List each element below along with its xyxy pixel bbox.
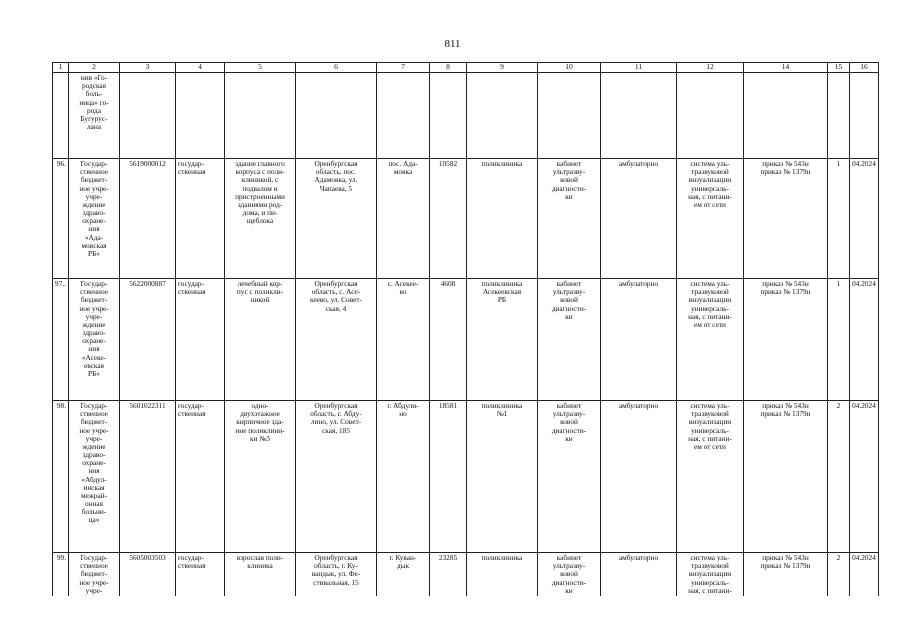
column-header: 14 — [744, 63, 828, 73]
row-number: 98. — [53, 401, 69, 553]
column-header: 1 — [53, 63, 69, 73]
room-name: кабинет ультразву- ковой диагности- ки — [538, 279, 601, 401]
column-header: 8 — [430, 63, 467, 73]
building-description: одно- двухэтажное кирпичное зда- ние поликлини- ки №3 — [225, 401, 296, 553]
population: 4608 — [430, 279, 467, 401]
room-name: кабинет ультразву- ковой диагности- ки — [538, 553, 601, 613]
column-header-row — [53, 63, 879, 73]
quantity: 1 — [828, 279, 850, 401]
date: 04.2024 — [850, 401, 879, 553]
column-header: 2 — [69, 63, 120, 73]
quantity: 2 — [828, 553, 850, 613]
organization-name: Государ- ственное бюджет- ное учре- учре- — [69, 553, 120, 613]
row-number: 96. — [53, 159, 69, 279]
page-bottom-margin — [0, 596, 905, 640]
column-header: 15 — [828, 63, 850, 73]
register-table — [52, 62, 879, 613]
order-reference: приказ № 543н приказ № 1379н — [744, 279, 828, 401]
column-header: 7 — [377, 63, 430, 73]
population: 18581 — [430, 401, 467, 553]
equipment-name: система уль- тразвуковой визуализации универсаль- ная, с питани- ем от сети — [677, 159, 744, 279]
column-header: 9 — [467, 63, 538, 73]
continuation-row — [53, 73, 879, 159]
row-number: 97.. — [53, 279, 69, 401]
equipment-name: система уль- тразвуковой визуализации универсаль- ная, с питани- ем от сети — [677, 279, 744, 401]
column-header: 11 — [601, 63, 677, 73]
organization-name: Государ- ственное бюджет- ное учре- учре- ждение здраво- охране- ния «Асеке- евская РБ» — [69, 279, 120, 401]
date: 04.2024 — [850, 279, 879, 401]
care-type: амбулаторно — [601, 553, 677, 613]
column-header: 5 — [225, 63, 296, 73]
organization-name: Государ- ственное бюджет- ное учре- учре- ждение здраво- охране- ния «Абдул- инская межрай- онная больни- ца» — [69, 401, 120, 553]
room-name: кабинет ультразву- ковой диагности- ки — [538, 401, 601, 553]
ownership-type: государ- ственная — [176, 159, 225, 279]
unit-name: поликлиника — [467, 553, 538, 613]
care-type: амбулаторно — [601, 401, 677, 553]
date: 04.2024 — [850, 159, 879, 279]
quantity: 2 — [828, 401, 850, 553]
address: Оренбургская область, пос. Адамовка, ул. Чапаева, 5 — [296, 159, 377, 279]
column-header: 4 — [176, 63, 225, 73]
unit-name: поликлиника №1 — [467, 401, 538, 553]
quantity: 1 — [828, 159, 850, 279]
column-header: 6 — [296, 63, 377, 73]
continued-organization-name: ния «Го- родская боль- ница» го- рода Бугурус- лана — [69, 73, 120, 159]
care-type: амбулаторно — [601, 279, 677, 401]
address: Оренбургская область, г. Ку- вандык, ул. Фе- стивальная, 15 — [296, 553, 377, 613]
address: Оренбургская область, г. Абду- лино, ул. Совет- ская, 185 — [296, 401, 377, 553]
care-type: амбулаторно — [601, 159, 677, 279]
settlement: г. Куван- дык — [377, 553, 430, 613]
inn-code: 5622000887 — [120, 279, 176, 401]
ownership-type: государ- ственная — [176, 279, 225, 401]
settlement: г. Абдули- но — [377, 401, 430, 553]
ownership-type: государ- ственная — [176, 401, 225, 553]
population: 10582 — [430, 159, 467, 279]
building-description: здание главного корпуса с поли- клиникой, с подвалом и пристроенными зданиями род- дома, и пи- щеблока — [225, 159, 296, 279]
order-reference: приказ № 543н приказ № 1379н — [744, 553, 828, 613]
inn-code: 5605003503 — [120, 553, 176, 613]
column-header: 16 — [850, 63, 879, 73]
unit-name: поликлиника — [467, 159, 538, 279]
column-header: 3 — [120, 63, 176, 73]
table-row — [53, 401, 879, 553]
address: Оренбургская область, с. Асе- кеево, ул. Совет- ская, 4 — [296, 279, 377, 401]
ownership-type: государ- ственная — [176, 553, 225, 613]
organization-name: Государ- ственное бюджет- ное учре- учре- ждение здраво- охране- ния «Ада- мовская РБ» — [69, 159, 120, 279]
settlement: пос. Ада- мовка — [377, 159, 430, 279]
row-number: 99. — [53, 553, 69, 613]
column-header: 10 — [538, 63, 601, 73]
settlement: с. Асекее- во — [377, 279, 430, 401]
population: 23285 — [430, 553, 467, 613]
unit-name: поликлиника Асекеевская РБ — [467, 279, 538, 401]
equipment-name: система уль- тразвуковой визуализации универсаль- ная, с питани- ем от сети — [677, 401, 744, 553]
table-row — [53, 159, 879, 279]
building-description: взрослая поли- клиника — [225, 553, 296, 613]
inn-code: 5619000012 — [120, 159, 176, 279]
inn-code: 5601022311 — [120, 401, 176, 553]
column-header: 12 — [677, 63, 744, 73]
building-description: лечебный кор- пус с поликли- никой — [225, 279, 296, 401]
room-name: кабинет ультразву- ковой диагности- ки — [538, 159, 601, 279]
equipment-name: система уль- тразвуковой визуализации универсаль- ная, с питани- — [677, 553, 744, 613]
table-row — [53, 279, 879, 401]
page-number: 811 — [444, 38, 461, 50]
order-reference: приказ № 543н приказ № 1379н — [744, 401, 828, 553]
date: 04.2024 — [850, 553, 879, 613]
order-reference: приказ № 543н приказ № 1379н — [744, 159, 828, 279]
